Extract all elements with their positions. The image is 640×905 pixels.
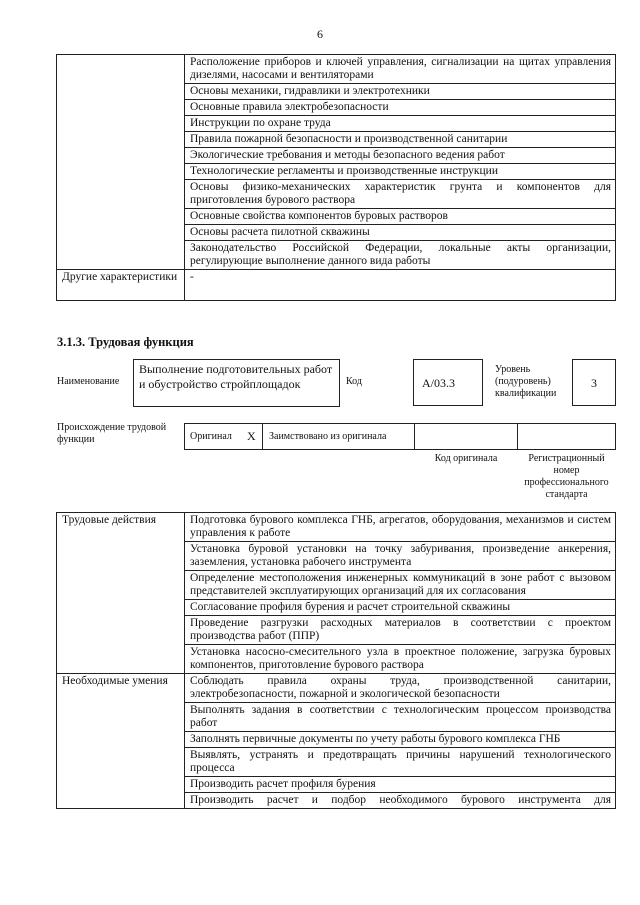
actions-label: Трудовые действия bbox=[57, 513, 185, 674]
reg-number-label: Регистрационный номер профессионального стандарта bbox=[524, 453, 609, 500]
section-heading: 3.1.3. Трудовая функция bbox=[57, 335, 194, 349]
knowledge-item: Законодательство Российской Федерации, локальные акты организации, регулирующие выполнение данного вида работы bbox=[185, 241, 616, 270]
knowledge-item: Экологические требования и методы безопасного ведения работ bbox=[185, 148, 616, 164]
action-item: Проведение разгрузки расходных материалов в соответствии с проектом производства работ (ППР) bbox=[185, 616, 616, 645]
knowledge-label-cell bbox=[57, 55, 185, 270]
original-cell bbox=[184, 423, 263, 450]
borrowed-label: Заимствовано из оригинала bbox=[269, 431, 387, 442]
page-number: 6 bbox=[317, 27, 323, 41]
knowledge-item: Основные правила электробезопасности bbox=[185, 100, 616, 116]
action-item: Определение местоположения инженерных коммуникаций в зоне работ с вызовом представителей эксплуатирующих организаций для их согласования bbox=[185, 571, 616, 600]
table-row bbox=[57, 674, 616, 703]
knowledge-item: Инструкции по охране труда bbox=[185, 116, 616, 132]
original-label: Оригинал bbox=[190, 431, 232, 442]
level-value: 3 bbox=[572, 359, 616, 406]
name-value: Выполнение подготовительных работ и обустройство стройплощадок bbox=[133, 359, 340, 407]
skills-label: Необходимые умения bbox=[57, 674, 185, 809]
knowledge-item: Технологические регламенты и производственные инструкции bbox=[185, 164, 616, 180]
level-label: Уровень (подуровень) квалификации bbox=[495, 364, 557, 399]
code-value: А/03.3 bbox=[413, 359, 483, 406]
table-row bbox=[57, 270, 616, 301]
action-item: Установка буровой установки на точку забуривания, произведение анкерения, заземления, установка рабочего инструмента bbox=[185, 542, 616, 571]
origin-row bbox=[184, 423, 616, 450]
code-original-cell bbox=[414, 423, 518, 450]
table-row bbox=[57, 55, 616, 84]
action-item: Подготовка бурового комплекса ГНБ, агрегатов, оборудования, механизмов и систем управления к работе bbox=[185, 513, 616, 542]
borrowed-cell bbox=[262, 423, 415, 450]
skill-item: Выполнять задания в соответствии с технологическим процессом производства работ bbox=[185, 703, 616, 732]
other-characteristics-label: Другие характеристики bbox=[57, 270, 185, 301]
knowledge-table bbox=[56, 54, 616, 301]
knowledge-item: Правила пожарной безопасности и производственной санитарии bbox=[185, 132, 616, 148]
knowledge-item: Основы физико-механических характеристик грунта и компонентов для приготовления бурового раствора bbox=[185, 180, 616, 209]
code-original-label: Код оригинала bbox=[434, 453, 498, 464]
skill-item: Выявлять, устранять и предотвращать причины нарушений технологического процесса bbox=[185, 748, 616, 777]
other-characteristics-value: - bbox=[185, 270, 616, 301]
knowledge-item: Основные свойства компонентов буровых растворов bbox=[185, 209, 616, 225]
skill-item: Заполнять первичные документы по учету работы бурового комплекса ГНБ bbox=[185, 732, 616, 748]
skill-item: Соблюдать правила охраны труда, производственной санитарии, электробезопасности, пожарной и экологической безопасности bbox=[185, 674, 616, 703]
reg-number-cell bbox=[517, 423, 616, 450]
skill-item: Производить расчет и подбор необходимого бурового инструмента для bbox=[185, 793, 616, 809]
name-label: Наименование bbox=[57, 376, 120, 387]
action-item: Согласование профиля бурения и расчет строительной скважины bbox=[185, 600, 616, 616]
knowledge-item: Основы механики, гидравлики и электротехники bbox=[185, 84, 616, 100]
skill-item: Производить расчет профиля бурения bbox=[185, 777, 616, 793]
knowledge-item: Расположение приборов и ключей управления, сигнализации на щитах управления дизелями, насосами и вентиляторами bbox=[185, 55, 616, 84]
action-item: Установка насосно-смесительного узла в проектное положение, загрузка буровых компонентов, приготовление бурового раствора bbox=[185, 645, 616, 674]
code-label: Код bbox=[346, 376, 362, 387]
function-table bbox=[56, 512, 616, 809]
table-row bbox=[57, 513, 616, 542]
original-mark: X bbox=[247, 429, 256, 443]
knowledge-item: Основы расчета пилотной скважины bbox=[185, 225, 616, 241]
origin-label: Происхождение трудовой функции bbox=[57, 422, 167, 445]
